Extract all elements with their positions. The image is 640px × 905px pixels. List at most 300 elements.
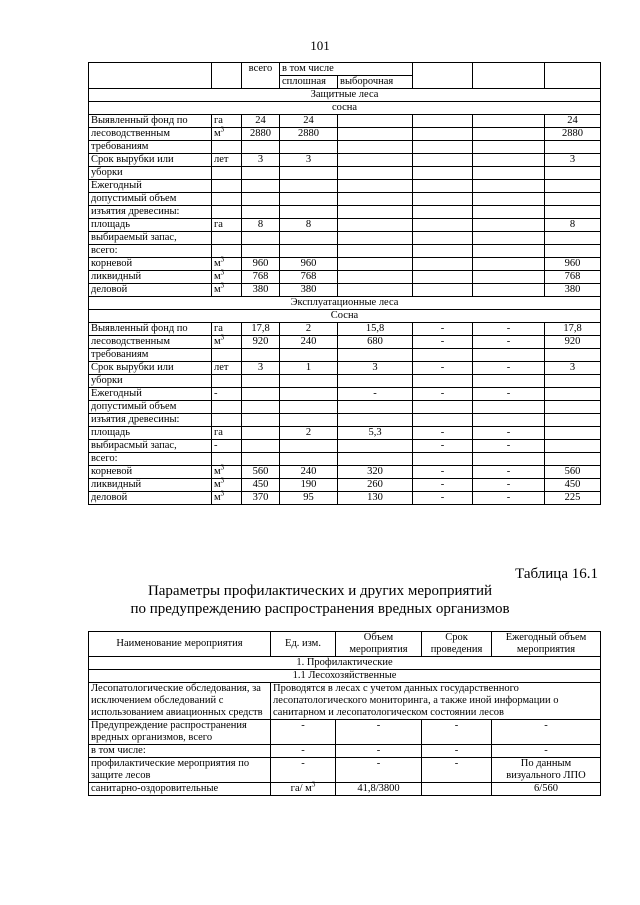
value-cell	[242, 193, 280, 206]
value-cell	[473, 232, 545, 245]
value-cell: 24	[280, 115, 338, 128]
value-cell	[545, 167, 601, 180]
table-row	[89, 141, 601, 154]
row-label: ликвидный	[89, 271, 212, 284]
value-cell: 95	[280, 492, 338, 505]
value-cell	[545, 245, 601, 258]
value-cell	[545, 193, 601, 206]
row-unit	[212, 401, 242, 414]
value-cell	[413, 375, 473, 388]
value-cell	[242, 388, 280, 401]
row-label: уборки	[89, 167, 212, 180]
value-cell: -	[413, 479, 473, 492]
table-row	[89, 232, 601, 245]
value-cell	[242, 440, 280, 453]
value-cell	[473, 284, 545, 297]
value-cell: -	[271, 720, 336, 745]
value-cell: По данным визуального ЛПО	[492, 758, 601, 783]
superscript-3: 3	[220, 255, 225, 264]
row-unit	[212, 414, 242, 427]
value-cell: 2880	[280, 128, 338, 141]
value-cell: 320	[338, 466, 413, 479]
table-row	[89, 154, 601, 167]
value-cell	[242, 427, 280, 440]
table-row	[89, 193, 601, 206]
row-label: Срок вырубки или	[89, 362, 212, 375]
section-subtitle: 1.1 Лесохозяйственные	[89, 670, 601, 683]
value-cell	[242, 167, 280, 180]
value-cell	[413, 154, 473, 167]
value-cell: 2	[280, 323, 338, 336]
value-cell	[338, 401, 413, 414]
column-header: Объем мероприятия	[336, 632, 422, 657]
value-cell	[280, 375, 338, 388]
value-cell	[473, 453, 545, 466]
value-cell	[545, 401, 601, 414]
value-cell	[413, 206, 473, 219]
value-cell	[473, 206, 545, 219]
row-unit	[212, 141, 242, 154]
value-cell: -	[336, 745, 422, 758]
value-cell	[338, 440, 413, 453]
row-label: выбирасмый запас,	[89, 440, 212, 453]
table-row	[89, 206, 601, 219]
row-unit: га	[212, 427, 242, 440]
value-cell: -	[473, 362, 545, 375]
row-label: лесоводственным	[89, 128, 212, 141]
title-line-1: Параметры профилактических и других мероприятий	[147, 583, 493, 599]
value-cell: 380	[242, 284, 280, 297]
row-label: всего:	[89, 245, 212, 258]
row-label: допустимый объем	[89, 193, 212, 206]
value-cell	[473, 219, 545, 232]
value-cell	[473, 271, 545, 284]
header-cell	[545, 63, 601, 89]
table-row	[89, 466, 601, 479]
column-header: Срок проведения	[422, 632, 492, 657]
value-cell: -	[473, 388, 545, 401]
value-cell: 680	[338, 336, 413, 349]
header-cell-incl: в том числе	[280, 63, 413, 76]
row-label: деловой	[89, 284, 212, 297]
value-cell: 5,3	[338, 427, 413, 440]
value-cell: 960	[545, 258, 601, 271]
row-label: Ежегодный	[89, 180, 212, 193]
value-cell	[413, 180, 473, 193]
value-cell	[242, 401, 280, 414]
value-cell: -	[413, 323, 473, 336]
superscript-3: 3	[220, 281, 225, 290]
value-cell	[413, 349, 473, 362]
value-cell	[413, 232, 473, 245]
value-cell: -	[473, 336, 545, 349]
section-title: Защитные леса	[89, 89, 601, 102]
value-cell	[473, 258, 545, 271]
value-cell: -	[473, 479, 545, 492]
row-unit: лет	[212, 362, 242, 375]
row-label: корневой	[89, 466, 212, 479]
value-cell: -	[336, 758, 422, 783]
value-cell: -	[271, 758, 336, 783]
value-cell	[338, 154, 413, 167]
row-label: ликвидный	[89, 479, 212, 492]
value-cell	[473, 245, 545, 258]
value-cell	[338, 349, 413, 362]
section-subtitle: сосна	[89, 102, 601, 115]
value-cell	[338, 284, 413, 297]
value-cell: -	[413, 440, 473, 453]
value-cell: -	[473, 466, 545, 479]
superscript-3: 3	[220, 125, 225, 134]
section-title: 1. Профилактические	[89, 657, 601, 670]
value-cell	[413, 284, 473, 297]
section-row	[89, 89, 601, 102]
value-cell: 17,8	[242, 323, 280, 336]
value-cell: -	[338, 388, 413, 401]
value-cell	[473, 115, 545, 128]
value-cell: 370	[242, 492, 280, 505]
row-unit: -	[212, 440, 242, 453]
value-cell	[338, 219, 413, 232]
row-unit: $м^3$	[212, 479, 242, 492]
superscript-3: 3	[220, 268, 225, 277]
value-cell: 3	[545, 154, 601, 167]
row-label: выбираемый запас,	[89, 232, 212, 245]
forest-harvest-table	[88, 62, 601, 505]
value-cell: 560	[242, 466, 280, 479]
header-row	[89, 632, 601, 657]
superscript-3: 3	[220, 489, 225, 498]
header-cell-unit	[212, 63, 242, 89]
value-cell: 3	[242, 362, 280, 375]
superscript-3: 3	[311, 780, 316, 789]
table-row	[89, 167, 601, 180]
table-row	[89, 683, 601, 720]
measure-name: профилактические мероприятия по защите лесов	[89, 758, 271, 783]
value-cell: 8	[280, 219, 338, 232]
value-cell: -	[413, 466, 473, 479]
value-cell	[280, 232, 338, 245]
value-cell	[413, 258, 473, 271]
value-cell: 24	[545, 115, 601, 128]
value-cell	[545, 141, 601, 154]
row-unit	[212, 180, 242, 193]
value-cell: 240	[280, 336, 338, 349]
table-row	[89, 758, 601, 783]
section-subtitle: Сосна	[89, 310, 601, 323]
header-cell	[473, 63, 545, 89]
value-cell	[473, 180, 545, 193]
table-row	[89, 427, 601, 440]
table-caption: Таблица 16.1	[515, 566, 598, 582]
row-unit: га	[212, 115, 242, 128]
value-cell: 768	[242, 271, 280, 284]
value-cell	[413, 219, 473, 232]
value-cell	[545, 453, 601, 466]
table-row	[89, 349, 601, 362]
value-cell: 2880	[242, 128, 280, 141]
section-row	[89, 657, 601, 670]
row-label: требованиям	[89, 349, 212, 362]
value-cell	[473, 167, 545, 180]
value-cell: 8	[545, 219, 601, 232]
table-row	[89, 388, 601, 401]
measure-name: санитарно-оздоровительные	[89, 783, 271, 796]
measure-name: в том числе:	[89, 745, 271, 758]
title-line-2: по предупреждению распространения вредных организмов	[130, 601, 510, 617]
value-cell	[413, 193, 473, 206]
value-cell: -	[413, 336, 473, 349]
row-unit: га	[212, 323, 242, 336]
value-cell	[413, 115, 473, 128]
value-cell	[413, 167, 473, 180]
value-cell: 2	[280, 427, 338, 440]
value-cell	[413, 141, 473, 154]
value-cell	[413, 453, 473, 466]
value-cell	[545, 440, 601, 453]
row-label: площадь	[89, 427, 212, 440]
value-cell	[413, 414, 473, 427]
table-row	[89, 362, 601, 375]
value-cell	[338, 180, 413, 193]
section-row	[89, 297, 601, 310]
value-cell	[338, 141, 413, 154]
value-cell: 17,8	[545, 323, 601, 336]
value-cell: 3	[280, 154, 338, 167]
value-cell	[545, 427, 601, 440]
value-cell	[473, 401, 545, 414]
value-cell: 560	[545, 466, 601, 479]
value-cell: -	[422, 758, 492, 783]
column-header: Ежегодный объем мероприятия	[492, 632, 601, 657]
value-cell: 920	[545, 336, 601, 349]
row-unit: лет	[212, 154, 242, 167]
value-cell	[413, 401, 473, 414]
value-cell: -	[473, 492, 545, 505]
value-cell: -	[413, 362, 473, 375]
value-cell: 3	[338, 362, 413, 375]
row-unit: $м^3$	[212, 128, 242, 141]
value-cell	[280, 401, 338, 414]
value-cell	[280, 141, 338, 154]
section-row	[89, 310, 601, 323]
value-cell: 3	[242, 154, 280, 167]
value-cell: -	[473, 427, 545, 440]
value-cell	[413, 245, 473, 258]
value-cell	[473, 414, 545, 427]
row-unit: -	[212, 388, 242, 401]
row-unit	[212, 375, 242, 388]
value-cell: 380	[280, 284, 338, 297]
value-cell	[545, 349, 601, 362]
section-title: Эксплуатационные леса	[89, 297, 601, 310]
value-cell: 260	[338, 479, 413, 492]
row-unit: га	[212, 219, 242, 232]
row-unit	[212, 245, 242, 258]
table-row	[89, 745, 601, 758]
value-cell	[280, 414, 338, 427]
value-cell	[545, 232, 601, 245]
value-cell	[338, 414, 413, 427]
merged-cell: Проводятся в лесах с учетом данных государственного лесопатологического мониторинга, а также иной информации о санитарном и лесопатологическом состоянии лесов	[271, 683, 601, 720]
table-row	[89, 284, 601, 297]
row-label: уборки	[89, 375, 212, 388]
value-cell: 450	[545, 479, 601, 492]
row-unit: $м^3$	[212, 271, 242, 284]
table-row	[89, 492, 601, 505]
value-cell	[545, 375, 601, 388]
value-cell	[338, 453, 413, 466]
header-cell	[413, 63, 473, 89]
table-row	[89, 440, 601, 453]
value-cell	[280, 180, 338, 193]
value-cell	[242, 453, 280, 466]
value-cell: 450	[242, 479, 280, 492]
value-cell	[280, 453, 338, 466]
value-cell: 1	[280, 362, 338, 375]
value-cell: 920	[242, 336, 280, 349]
row-unit	[212, 206, 242, 219]
value-cell	[242, 232, 280, 245]
measures-table	[88, 631, 601, 796]
row-unit	[212, 193, 242, 206]
value-cell	[338, 193, 413, 206]
header-cell-selective: выборочная	[338, 76, 413, 89]
value-cell	[473, 193, 545, 206]
table-row	[89, 401, 601, 414]
superscript-3: 3	[220, 463, 225, 472]
row-label: изъятия древесины:	[89, 414, 212, 427]
value-cell	[280, 440, 338, 453]
value-cell: -	[336, 720, 422, 745]
value-cell: 768	[545, 271, 601, 284]
measure-name: Лесопатологические обследования, за исключением обследований с использованием авиационных средств	[89, 683, 271, 720]
row-label: Срок вырубки или	[89, 154, 212, 167]
value-cell	[338, 167, 413, 180]
value-cell: 380	[545, 284, 601, 297]
header-cell-clear: сплошная	[280, 76, 338, 89]
table-row	[89, 720, 601, 745]
value-cell: 960	[242, 258, 280, 271]
value-cell	[280, 349, 338, 362]
row-unit	[212, 349, 242, 362]
value-cell: 41,8/3800	[336, 783, 422, 796]
table-row	[89, 180, 601, 193]
value-cell	[280, 388, 338, 401]
row-label: всего:	[89, 453, 212, 466]
value-cell	[242, 414, 280, 427]
table-row	[89, 258, 601, 271]
value-cell	[242, 206, 280, 219]
value-cell	[473, 375, 545, 388]
row-label: лесоводственным	[89, 336, 212, 349]
value-cell	[338, 245, 413, 258]
value-cell: -	[271, 745, 336, 758]
value-cell	[545, 414, 601, 427]
column-header: Наименование мероприятия	[89, 632, 271, 657]
value-cell: -	[413, 388, 473, 401]
value-cell	[338, 128, 413, 141]
table-row	[89, 219, 601, 232]
value-cell	[338, 375, 413, 388]
value-cell	[422, 783, 492, 796]
section-row	[89, 102, 601, 115]
value-cell: -	[492, 720, 601, 745]
value-cell	[280, 193, 338, 206]
table-row	[89, 128, 601, 141]
value-cell	[338, 258, 413, 271]
table-row	[89, 115, 601, 128]
row-unit	[212, 232, 242, 245]
row-unit: $м^3$	[212, 336, 242, 349]
header-row	[89, 63, 601, 76]
value-cell: 6/560	[492, 783, 601, 796]
value-cell	[473, 128, 545, 141]
value-cell	[242, 180, 280, 193]
row-label: площадь	[89, 219, 212, 232]
value-cell: 190	[280, 479, 338, 492]
value-cell	[280, 167, 338, 180]
value-cell	[338, 232, 413, 245]
row-label: допустимый объем	[89, 401, 212, 414]
row-unit	[212, 167, 242, 180]
table-row	[89, 414, 601, 427]
value-cell	[545, 206, 601, 219]
row-unit: $м^3$	[212, 492, 242, 505]
value-cell: 3	[545, 362, 601, 375]
value-cell: 2880	[545, 128, 601, 141]
table-row	[89, 245, 601, 258]
value-cell: 8	[242, 219, 280, 232]
value-cell: -	[473, 323, 545, 336]
row-label: Выявленный фонд по	[89, 115, 212, 128]
row-label: Ежегодный	[89, 388, 212, 401]
table-row	[89, 375, 601, 388]
header-cell-total: всего	[242, 63, 280, 89]
table-row	[89, 336, 601, 349]
value-cell: 24	[242, 115, 280, 128]
value-cell	[473, 349, 545, 362]
value-cell	[413, 271, 473, 284]
value-cell	[242, 141, 280, 154]
row-unit: $м^3$	[212, 466, 242, 479]
value-cell: -	[422, 720, 492, 745]
value-cell: -	[413, 492, 473, 505]
value-cell: -	[473, 440, 545, 453]
value-cell: 768	[280, 271, 338, 284]
table-row	[89, 783, 601, 796]
value-cell: 130	[338, 492, 413, 505]
page-number: 101	[310, 38, 330, 53]
value-cell: -	[492, 745, 601, 758]
superscript-3: 3	[220, 476, 225, 485]
section-row	[89, 670, 601, 683]
value-cell: -	[422, 745, 492, 758]
value-cell	[413, 128, 473, 141]
value-cell	[545, 388, 601, 401]
value-cell: 225	[545, 492, 601, 505]
value-cell	[545, 180, 601, 193]
value-cell	[338, 271, 413, 284]
value-cell: 240	[280, 466, 338, 479]
value-cell	[338, 115, 413, 128]
value-cell	[473, 154, 545, 167]
row-label: корневой	[89, 258, 212, 271]
row-label: требованиям	[89, 141, 212, 154]
value-cell	[280, 245, 338, 258]
value-cell	[338, 206, 413, 219]
value-cell: 960	[280, 258, 338, 271]
